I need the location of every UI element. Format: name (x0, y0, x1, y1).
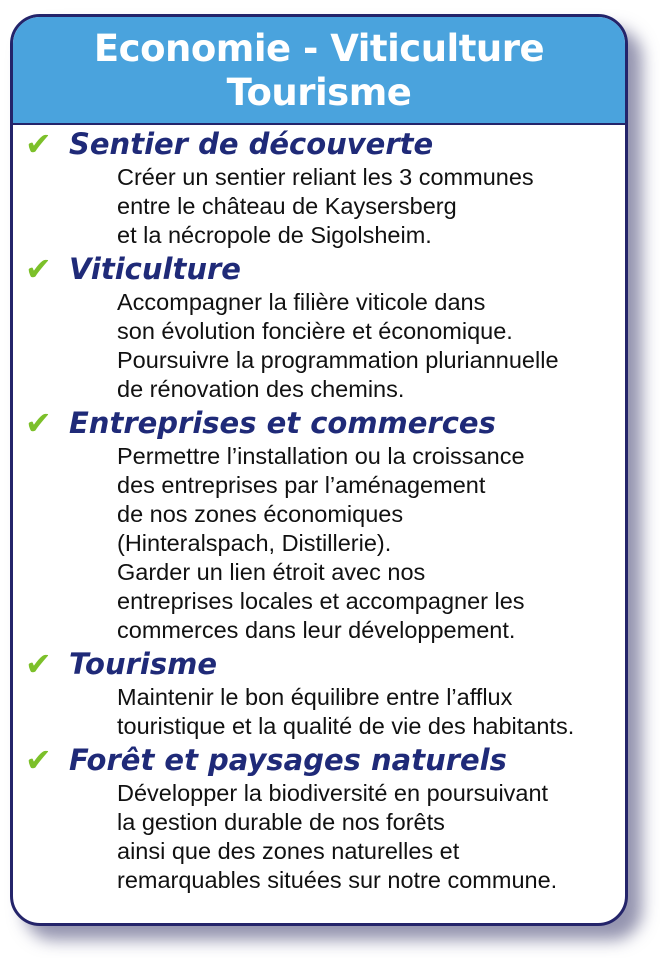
section-5 (13, 741, 625, 895)
section-1 (13, 125, 625, 250)
info-card (10, 14, 628, 926)
body-text-line: Créer un sentier reliant les 3 communes (117, 164, 534, 190)
section-heading: Entreprises et commerces (69, 406, 496, 440)
section-heading: Sentier de découverte (69, 127, 434, 161)
body-text-line: Poursuivre la programmation pluriannuelle (117, 347, 559, 373)
checkmark-icon: ✔ (25, 125, 52, 163)
checkmark-icon: ✔ (25, 404, 52, 442)
body-text-line: commerces dans leur développement. (117, 617, 516, 643)
section-body (13, 683, 625, 741)
body-text-line: Maintenir le bon équilibre entre l’afflux (117, 684, 513, 710)
section-heading-row (13, 741, 625, 779)
section-body (13, 163, 625, 250)
body-text-line: de nos zones économiques (117, 501, 404, 527)
card-header (13, 17, 625, 125)
title-line-1: Economie - Viticulture (93, 27, 545, 70)
checkmark-icon: ✔ (25, 645, 52, 683)
body-text-line: ainsi que des zones naturelles et (117, 838, 460, 864)
title-line-2: Tourisme (226, 71, 412, 114)
section-body (13, 779, 625, 895)
body-text-line: de rénovation des chemins. (117, 376, 405, 402)
checkmark-icon: ✔ (25, 741, 52, 779)
body-text-line: la gestion durable de nos forêts (117, 809, 445, 835)
section-heading-row (13, 125, 625, 163)
section-body (13, 442, 625, 645)
body-text-line: remarquables situées sur notre commune. (117, 867, 558, 893)
body-text-line: Accompagner la filière viticole dans (117, 289, 486, 315)
body-text-line: touristique et la qualité de vie des habitants. (117, 713, 575, 739)
section-heading: Tourisme (69, 647, 218, 681)
checkmark-icon: ✔ (25, 250, 52, 288)
card-content (13, 125, 625, 895)
body-text-line: des entreprises par l’aménagement (117, 472, 486, 498)
body-text-line: entre le château de Kaysersberg (117, 193, 457, 219)
body-text-line: (Hinteralspach, Distillerie). (117, 530, 392, 556)
section-2 (13, 250, 625, 404)
section-3 (13, 404, 625, 645)
body-text-line: son évolution foncière et économique. (117, 318, 513, 344)
section-body (13, 288, 625, 404)
body-text-line: Développer la biodiversité en poursuivant (117, 780, 549, 806)
body-text-line: Permettre l’installation ou la croissance (117, 443, 525, 469)
section-heading-row (13, 250, 625, 288)
section-heading-row (13, 404, 625, 442)
section-4 (13, 645, 625, 741)
body-text-line: et la nécropole de Sigolsheim. (117, 222, 432, 248)
section-heading: Forêt et paysages naturels (69, 743, 507, 777)
body-text-line: entreprises locales et accompagner les (117, 588, 525, 614)
body-text-line: Garder un lien étroit avec nos (117, 559, 426, 585)
section-heading: Viticulture (69, 252, 241, 286)
section-heading-row (13, 645, 625, 683)
